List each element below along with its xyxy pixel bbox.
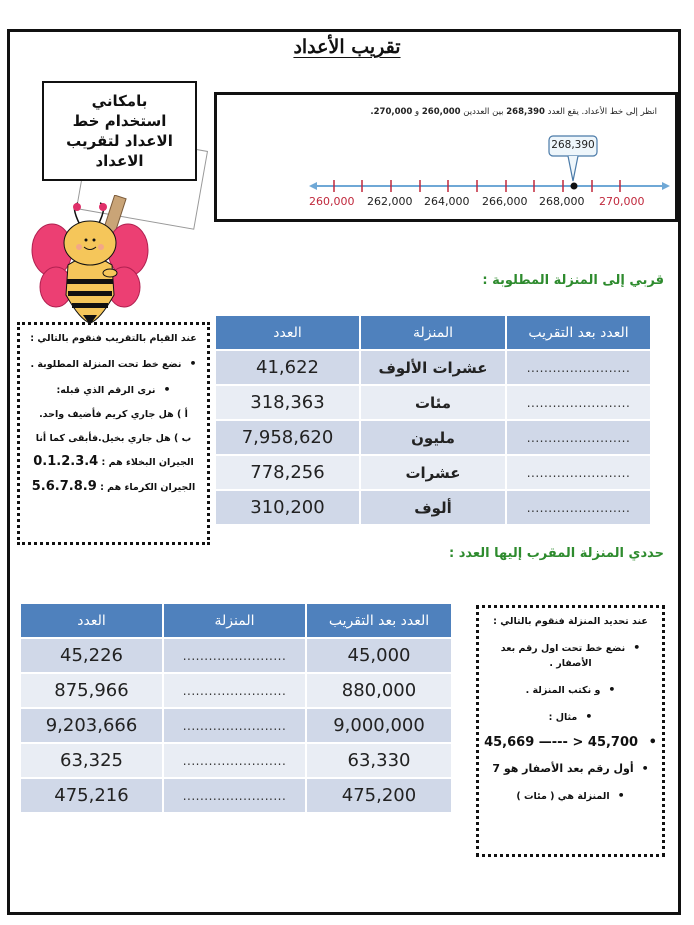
table-row [21, 744, 451, 777]
rules-line: • نضع خط تحت المنزلة المطلوبة . [20, 357, 207, 370]
table-row [21, 674, 451, 707]
answer-blank[interactable]: ........................ [507, 386, 650, 419]
answer-blank[interactable]: ........................ [507, 491, 650, 524]
table-row [216, 386, 650, 419]
number-cell: 310,200 [216, 491, 359, 524]
sign-line: الاعداد لتقريب [66, 132, 173, 150]
section2-heading: حددي المنزلة المقرب إليها العدد : [448, 546, 664, 561]
rounded-cell: 475,200 [307, 779, 451, 812]
bullet-icon: • [648, 735, 657, 750]
generous-digits: 5.6.7.8.9 [31, 479, 97, 494]
number-cell: 9,203,666 [21, 709, 162, 742]
number-cell: 45,226 [21, 639, 162, 672]
place-cell: عشرات [361, 456, 505, 489]
header-number: العدد [216, 316, 359, 349]
header-place: المنزلة [361, 316, 505, 349]
place-rule-line: عند تحديد المنزلة فنقوم بالتالي : [493, 616, 648, 627]
rounding-rules-box [17, 322, 210, 545]
stingy-digits: 0.1.2.3.4 [33, 454, 99, 469]
rules-line: عند القيام بالتقريب فنقوم بالتالي : [30, 333, 197, 344]
number-cell: 7,958,620 [216, 421, 359, 454]
number-line-marker-label: 268,390 [551, 139, 595, 151]
place-rule-line: • نضع خط تحت اول رقم بعد [479, 641, 662, 654]
table-row [216, 491, 650, 524]
number-cell: 318,363 [216, 386, 359, 419]
answer-blank[interactable]: ........................ [164, 779, 305, 812]
answer-blank[interactable]: ........................ [507, 351, 650, 384]
header-place: المنزلة [164, 604, 305, 637]
rounded-cell: 45,000 [307, 639, 451, 672]
table-row [21, 779, 451, 812]
bee-illustration-icon [30, 195, 150, 325]
rules-line: ب ) هل جاري بخيل.فأبقى كما أنا [35, 433, 192, 444]
place-rules-box [476, 605, 665, 857]
rules-line: الجيران الكرماء هم : [100, 482, 196, 493]
bee-sign [42, 81, 197, 181]
number-cell: 778,256 [216, 456, 359, 489]
number-cell: 475,216 [21, 779, 162, 812]
section1-heading: قربي إلى المنزلة المطلوبة : [482, 273, 664, 288]
number-line-caption: انظر إلى خط الأعداد. يقع العدد 268,390 بين العددين 260,000 و 270,000. [370, 107, 657, 117]
page-title: تقريب الأعداد [293, 36, 401, 58]
number-line-panel [214, 92, 678, 222]
number-cell: 875,966 [21, 674, 162, 707]
rules-line: أ ) هل جاري كريم فأضيف واحد. [39, 409, 188, 420]
answer-blank[interactable]: ........................ [164, 674, 305, 707]
tick-label-268000: 268,000 [539, 195, 585, 208]
number-cell: 63,325 [21, 744, 162, 777]
place-rule-line: • أول رقم بعد الأصفار هو 7 [479, 762, 662, 775]
rounded-cell: 63,330 [307, 744, 451, 777]
table-row [21, 639, 451, 672]
rounded-cell: 880,000 [307, 674, 451, 707]
tick-label-264000: 264,000 [424, 195, 470, 208]
tick-label-270000: 270,000 [599, 195, 645, 208]
answer-blank[interactable]: ........................ [507, 421, 650, 454]
answer-blank[interactable]: ........................ [164, 639, 305, 672]
rounding-table [214, 314, 652, 526]
tick-label-266000: 266,000 [482, 195, 528, 208]
tick-label-260000: 260,000 [309, 195, 355, 208]
place-rule-line: • المنزلة هي ( مئات ) [479, 789, 662, 802]
place-identification-table [19, 602, 453, 814]
header-number: العدد [21, 604, 162, 637]
example-expression: 45,669 —--- > 45,700 [484, 735, 639, 750]
header-rounded: العدد بعد التقريب [507, 316, 650, 349]
number-cell: 41,622 [216, 351, 359, 384]
answer-blank[interactable]: ........................ [507, 456, 650, 489]
place-cell: مئات [361, 386, 505, 419]
answer-blank[interactable]: ........................ [164, 709, 305, 742]
table-row [216, 456, 650, 489]
answer-blank[interactable]: ........................ [164, 744, 305, 777]
tick-label-262000: 262,000 [367, 195, 413, 208]
place-rule-line: • و نكتب المنزلة . [479, 683, 662, 696]
sign-line: الاعداد [95, 152, 144, 170]
place-cell: مليون [361, 421, 505, 454]
place-cell: عشرات الألوف [361, 351, 505, 384]
place-rule-line: الأصفار . [549, 658, 592, 669]
table-row [216, 351, 650, 384]
rules-line: الجيران البخلاء هم : [101, 457, 194, 468]
sign-line: بامكاني [91, 92, 148, 110]
place-rule-line: • مثال : [479, 710, 662, 723]
table-row [21, 709, 451, 742]
rules-line: • نرى الرقم الذي قبله: [20, 383, 207, 396]
rounded-cell: 9,000,000 [307, 709, 451, 742]
table-row [216, 421, 650, 454]
sign-line: استخدام خط [72, 112, 167, 130]
header-rounded: العدد بعد التقريب [307, 604, 451, 637]
place-cell: ألوف [361, 491, 505, 524]
